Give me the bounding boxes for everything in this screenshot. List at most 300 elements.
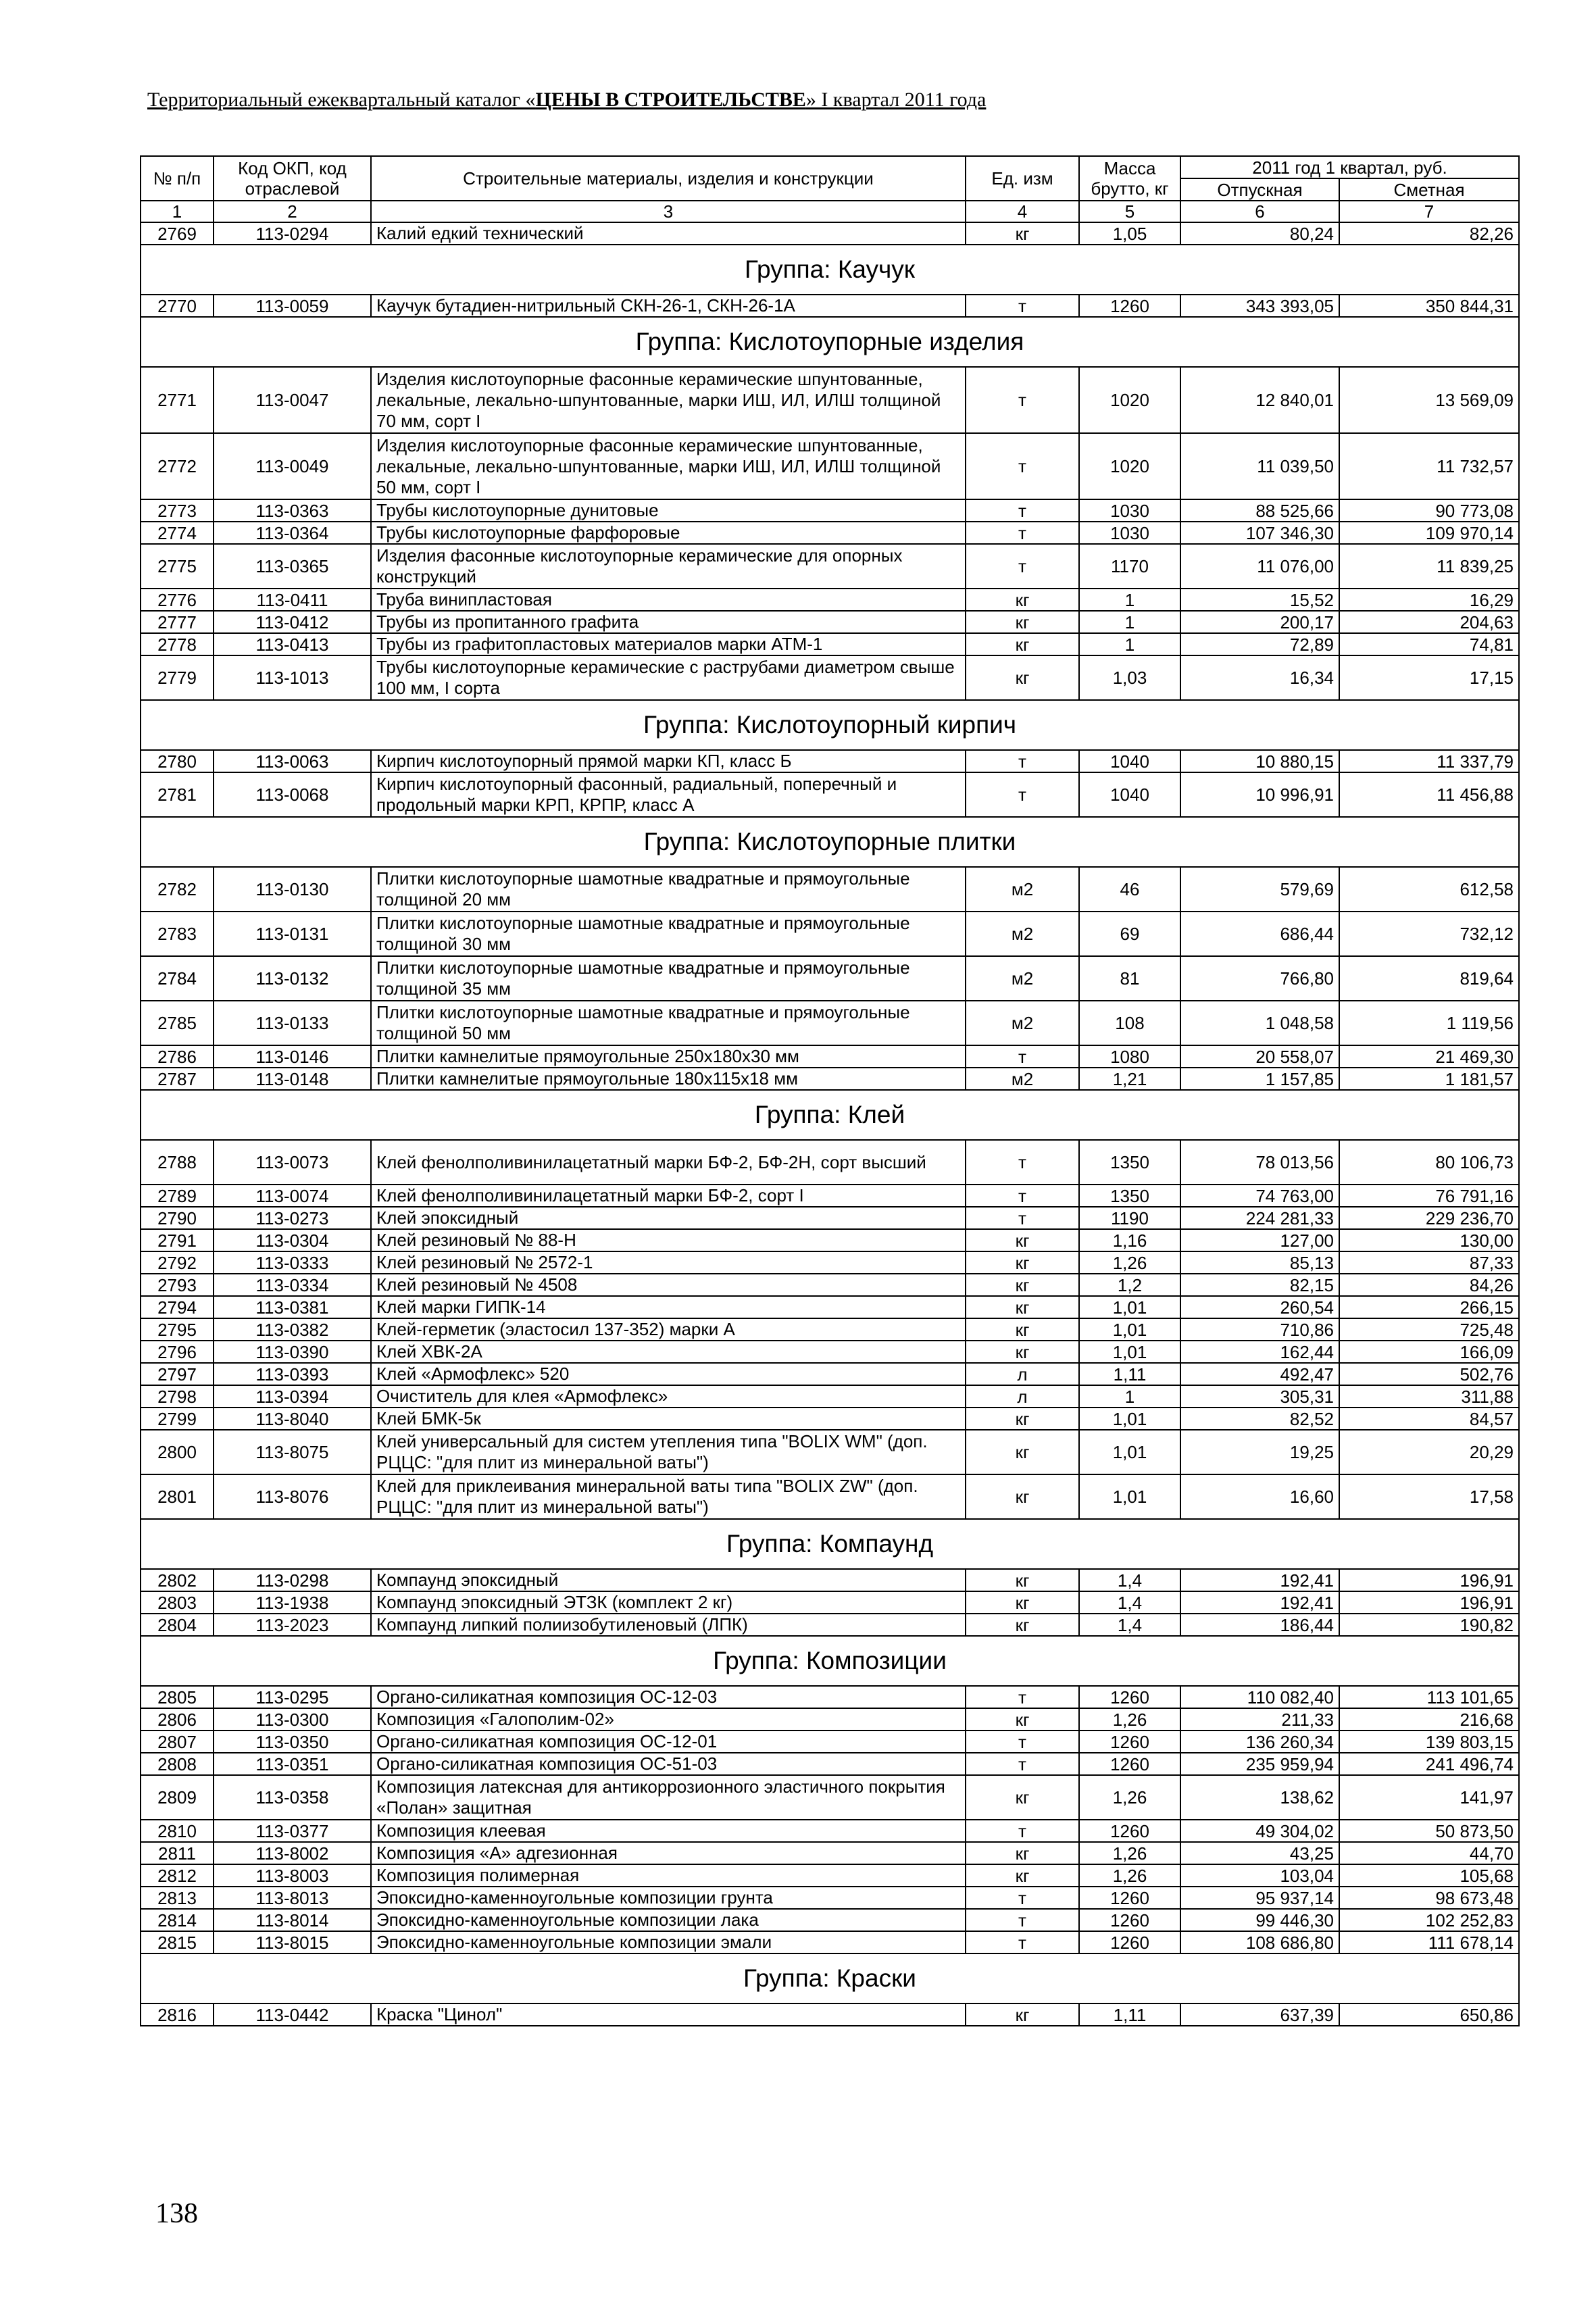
cell-mass: 1 [1079,1385,1180,1408]
cell-unit: кг [966,222,1079,245]
cell-mass: 1,01 [1079,1474,1180,1519]
table-row [141,1474,1519,1519]
cell-unit: т [966,433,1079,499]
header-code: Код ОКП, код отраслевой [214,156,371,201]
cell-mass: 1,26 [1079,1775,1180,1820]
cell-code: 113-0364 [214,522,371,544]
cell-mass: 1,01 [1079,1430,1180,1474]
cell-price-estimate: 266,15 [1339,1296,1519,1318]
cell-mass: 1,03 [1079,655,1180,700]
cell-mass: 1030 [1079,499,1180,522]
header-price-release: Отпускная [1180,178,1339,201]
cell-unit: кг [966,1775,1079,1820]
cell-price-release: 12 840,01 [1180,367,1339,433]
cell-price-estimate: 139 803,15 [1339,1731,1519,1753]
group-title: Группа: Краски [141,1953,1519,2003]
cell-name: Композиция клеевая [371,1820,966,1842]
cell-code: 113-0068 [214,772,371,817]
cell-unit: т [966,367,1079,433]
cell-code: 113-8015 [214,1931,371,1953]
table-row [141,1775,1519,1820]
cell-price-estimate: 229 236,70 [1339,1207,1519,1229]
cell-mass: 1260 [1079,1686,1180,1708]
cell-name: Клей резиновый № 2572-1 [371,1251,966,1274]
cell-unit: т [966,1045,1079,1068]
page-number: 138 [155,2198,198,2229]
table-row [141,750,1519,772]
cell-name: Плитки камнелитые прямоугольные 250х180х30 мм [371,1045,966,1068]
cell-price-release: 637,39 [1180,2003,1339,2026]
cell-unit: кг [966,1341,1079,1363]
cell-name: Органо-силикатная композиция ОС-51-03 [371,1753,966,1775]
table-row [141,1229,1519,1251]
cell-mass: 1020 [1079,433,1180,499]
table-row [141,1614,1519,1636]
table-row [141,1318,1519,1341]
cell-mass: 1260 [1079,1887,1180,1909]
cell-price-estimate: 105,68 [1339,1864,1519,1887]
cell-name: Трубы кислотоупорные фарфоровые [371,522,966,544]
cell-mass: 1,01 [1079,1296,1180,1318]
cell-name: Клей эпоксидный [371,1207,966,1229]
cell-mass: 1,26 [1079,1251,1180,1274]
cell-unit: м2 [966,1001,1079,1045]
cell-code: 113-0350 [214,1731,371,1753]
cell-price-estimate: 166,09 [1339,1341,1519,1363]
cell-number: 2798 [141,1385,214,1408]
cell-price-release: 710,86 [1180,1318,1339,1341]
cell-unit: т [966,1887,1079,1909]
cell-code: 113-1938 [214,1591,371,1614]
header-num: № п/п [141,156,214,201]
cell-name: Калий едкий технический [371,222,966,245]
cell-price-release: 95 937,14 [1180,1887,1339,1909]
cell-price-estimate: 11 456,88 [1339,772,1519,817]
cell-unit: м2 [966,1068,1079,1090]
cell-name: Клей марки ГИПК-14 [371,1296,966,1318]
cell-code: 113-0377 [214,1820,371,1842]
cell-name: Изделия кислотоупорные фасонные керамические шпунтованные, лекальные, лекально-шпунтованные, марки ИШ, ИЛ, ИЛШ толщиной 50 мм, сорт I [371,433,966,499]
cell-name: Изделия кислотоупорные фасонные керамические шпунтованные, лекальные, лекально-шпунтованные, марки ИШ, ИЛ, ИЛШ толщиной 70 мм, сорт I [371,367,966,433]
table-row [141,1185,1519,1207]
cell-number: 2770 [141,295,214,317]
cell-unit: т [966,1207,1079,1229]
table-row [141,1363,1519,1385]
cell-mass: 1260 [1079,1753,1180,1775]
table-row [141,772,1519,817]
cell-price-release: 85,13 [1180,1251,1339,1274]
group-title: Группа: Каучук [141,245,1519,295]
cell-price-estimate: 17,58 [1339,1474,1519,1519]
cell-price-release: 1 157,85 [1180,1068,1339,1090]
table-row [141,367,1519,433]
cell-price-estimate: 17,15 [1339,655,1519,700]
cell-unit: т [966,522,1079,544]
cell-price-release: 10 880,15 [1180,750,1339,772]
cell-name: Кирпич кислотоупорный прямой марки КП, класс Б [371,750,966,772]
cell-unit: т [966,544,1079,589]
cell-number: 2814 [141,1909,214,1931]
cell-price-estimate: 111 678,14 [1339,1931,1519,1953]
cell-price-release: 127,00 [1180,1229,1339,1251]
column-number: 6 [1180,201,1339,222]
cell-price-estimate: 1 181,57 [1339,1068,1519,1090]
table-row [141,1753,1519,1775]
group-title: Группа: Кислотоупорный кирпич [141,700,1519,750]
cell-number: 2802 [141,1569,214,1591]
cell-price-estimate: 82,26 [1339,222,1519,245]
cell-price-estimate: 20,29 [1339,1430,1519,1474]
cell-code: 113-0133 [214,1001,371,1045]
cell-mass: 108 [1079,1001,1180,1045]
cell-name: Клей универсальный для систем утепления типа "BOLIX WM" (доп. РЦЦС: "для плит из минеральной ваты") [371,1430,966,1474]
group-row [141,1953,1519,2003]
cell-code: 113-0059 [214,295,371,317]
cell-price-release: 305,31 [1180,1385,1339,1408]
cell-number: 2790 [141,1207,214,1229]
cell-unit: т [966,1731,1079,1753]
cell-price-release: 99 446,30 [1180,1909,1339,1931]
cell-mass: 1,16 [1079,1229,1180,1251]
cell-name: Клей фенолполивинилацетатный марки БФ-2, БФ-2Н, сорт высший [371,1140,966,1185]
cell-name: Композиция латексная для антикоррозионного эластичного покрытия «Полан» защитная [371,1775,966,1820]
cell-mass: 1260 [1079,1909,1180,1931]
cell-price-release: 15,52 [1180,589,1339,611]
cell-unit: т [966,750,1079,772]
cell-price-release: 82,15 [1180,1274,1339,1296]
cell-price-estimate: 130,00 [1339,1229,1519,1251]
cell-unit: кг [966,1251,1079,1274]
cell-price-release: 235 959,94 [1180,1753,1339,1775]
table-row [141,1591,1519,1614]
cell-price-release: 74 763,00 [1180,1185,1339,1207]
cell-price-estimate: 311,88 [1339,1385,1519,1408]
cell-number: 2777 [141,611,214,633]
cell-unit: кг [966,2003,1079,2026]
table-row [141,1341,1519,1363]
cell-name: Клей резиновый № 4508 [371,1274,966,1296]
cell-mass: 1030 [1079,522,1180,544]
table-row [141,2003,1519,2026]
cell-price-estimate: 732,12 [1339,912,1519,956]
cell-number: 2776 [141,589,214,611]
cell-number: 2799 [141,1408,214,1430]
column-number: 2 [214,201,371,222]
cell-mass: 1040 [1079,750,1180,772]
cell-number: 2805 [141,1686,214,1708]
cell-price-estimate: 241 496,74 [1339,1753,1519,1775]
cell-number: 2787 [141,1068,214,1090]
cell-number: 2782 [141,867,214,912]
cell-code: 113-0381 [214,1296,371,1318]
cell-mass: 69 [1079,912,1180,956]
cell-number: 2806 [141,1708,214,1731]
group-title: Группа: Клей [141,1090,1519,1140]
cell-code: 113-0411 [214,589,371,611]
cell-price-release: 766,80 [1180,956,1339,1001]
cell-unit: кг [966,655,1079,700]
cell-price-estimate: 612,58 [1339,867,1519,912]
cell-mass: 1,4 [1079,1569,1180,1591]
cell-unit: кг [966,1274,1079,1296]
cell-mass: 1,01 [1079,1341,1180,1363]
table-row [141,1909,1519,1931]
cell-price-estimate: 204,63 [1339,611,1519,633]
cell-number: 2794 [141,1296,214,1318]
cell-mass: 1190 [1079,1207,1180,1229]
cell-mass: 1,26 [1079,1708,1180,1731]
cell-code: 113-0413 [214,633,371,655]
cell-name: Плитки кислотоупорные шамотные квадратные и прямоугольные толщиной 30 мм [371,912,966,956]
cell-name: Клей резиновый № 88-Н [371,1229,966,1251]
group-title: Группа: Кислотоупорные изделия [141,317,1519,367]
cell-number: 2793 [141,1274,214,1296]
cell-unit: т [966,772,1079,817]
cell-code: 113-0358 [214,1775,371,1820]
cell-price-estimate: 196,91 [1339,1569,1519,1591]
cell-price-estimate: 44,70 [1339,1842,1519,1864]
cell-price-release: 686,44 [1180,912,1339,956]
cell-price-estimate: 74,81 [1339,633,1519,655]
cell-price-estimate: 502,76 [1339,1363,1519,1385]
cell-name: Эпоксидно-каменноугольные композиции грунта [371,1887,966,1909]
price-table [140,155,1520,2026]
cell-number: 2786 [141,1045,214,1068]
cell-number: 2779 [141,655,214,700]
cell-code: 113-0074 [214,1185,371,1207]
cell-price-release: 107 346,30 [1180,522,1339,544]
cell-code: 113-8002 [214,1842,371,1864]
group-title: Группа: Компаунд [141,1519,1519,1569]
cell-mass: 1,26 [1079,1864,1180,1887]
table-row [141,544,1519,589]
cell-mass: 1350 [1079,1140,1180,1185]
group-row [141,245,1519,295]
group-title: Группа: Композиции [141,1636,1519,1686]
cell-price-release: 211,33 [1180,1708,1339,1731]
group-title: Группа: Кислотоупорные плитки [141,817,1519,867]
cell-price-release: 186,44 [1180,1614,1339,1636]
group-row [141,817,1519,867]
cell-name: Плитки камнелитые прямоугольные 180х115х18 мм [371,1068,966,1090]
cell-price-estimate: 13 569,09 [1339,367,1519,433]
group-row [141,1519,1519,1569]
cell-unit: м2 [966,867,1079,912]
cell-code: 113-0073 [214,1140,371,1185]
table-row [141,1887,1519,1909]
cell-price-release: 82,52 [1180,1408,1339,1430]
cell-price-release: 492,47 [1180,1363,1339,1385]
table-row [141,655,1519,700]
cell-number: 2812 [141,1864,214,1887]
cell-code: 113-2023 [214,1614,371,1636]
cell-number: 2792 [141,1251,214,1274]
cell-price-release: 20 558,07 [1180,1045,1339,1068]
cell-price-release: 192,41 [1180,1591,1339,1614]
cell-price-release: 11 076,00 [1180,544,1339,589]
cell-unit: м2 [966,912,1079,956]
cell-number: 2784 [141,956,214,1001]
cell-mass: 46 [1079,867,1180,912]
cell-name: Клей-герметик (эластосил 137-352) марки А [371,1318,966,1341]
cell-number: 2800 [141,1430,214,1474]
cell-price-estimate: 16,29 [1339,589,1519,611]
cell-price-estimate: 50 873,50 [1339,1820,1519,1842]
cell-price-release: 80,24 [1180,222,1339,245]
cell-name: Клей «Армофлекс» 520 [371,1363,966,1385]
cell-mass: 1,21 [1079,1068,1180,1090]
cell-unit: т [966,1909,1079,1931]
cell-price-release: 1 048,58 [1180,1001,1339,1045]
table-row [141,433,1519,499]
table-header [141,156,1519,222]
table-row [141,1731,1519,1753]
table-row [141,1864,1519,1887]
cell-number: 2775 [141,544,214,589]
cell-unit: т [966,1753,1079,1775]
cell-code: 113-0333 [214,1251,371,1274]
cell-price-estimate: 80 106,73 [1339,1140,1519,1185]
table-row [141,611,1519,633]
cell-number: 2778 [141,633,214,655]
cell-mass: 1 [1079,589,1180,611]
cell-unit: кг [966,1591,1079,1614]
cell-code: 113-1013 [214,655,371,700]
cell-mass: 1080 [1079,1045,1180,1068]
cell-code: 113-0131 [214,912,371,956]
cell-code: 113-0390 [214,1341,371,1363]
table-row [141,1569,1519,1591]
table-row [141,1140,1519,1185]
column-number: 7 [1339,201,1519,222]
table-row [141,1842,1519,1864]
cell-code: 113-8014 [214,1909,371,1931]
cell-mass: 1350 [1079,1185,1180,1207]
table-row [141,222,1519,245]
table-row [141,589,1519,611]
cell-name: Трубы кислотоупорные дунитовые [371,499,966,522]
cell-price-release: 43,25 [1180,1842,1339,1864]
cell-unit: кг [966,1318,1079,1341]
cell-unit: кг [966,1430,1079,1474]
cell-name: Каучук бутадиен-нитрильный СКН-26-1, СКН-26-1А [371,295,966,317]
cell-name: Изделия фасонные кислотоупорные керамические для опорных конструкций [371,544,966,589]
cell-price-estimate: 76 791,16 [1339,1185,1519,1207]
table-row [141,1931,1519,1953]
cell-unit: кг [966,1864,1079,1887]
cell-code: 113-0273 [214,1207,371,1229]
cell-name: Плитки кислотоупорные шамотные квадратные и прямоугольные толщиной 20 мм [371,867,966,912]
cell-price-estimate: 190,82 [1339,1614,1519,1636]
cell-price-release: 108 686,80 [1180,1931,1339,1953]
cell-unit: т [966,1140,1079,1185]
cell-number: 2773 [141,499,214,522]
cell-price-estimate: 216,68 [1339,1708,1519,1731]
cell-code: 113-0130 [214,867,371,912]
cell-unit: л [966,1363,1079,1385]
table-row [141,1430,1519,1474]
cell-price-release: 49 304,02 [1180,1820,1339,1842]
cell-price-estimate: 109 970,14 [1339,522,1519,544]
cell-name: Композиция «А» адгезионная [371,1842,966,1864]
cell-unit: т [966,1686,1079,1708]
cell-mass: 1 [1079,633,1180,655]
cell-unit: т [966,295,1079,317]
cell-number: 2781 [141,772,214,817]
cell-number: 2804 [141,1614,214,1636]
cell-name: Труба винипластовая [371,589,966,611]
table-row [141,1820,1519,1842]
cell-price-estimate: 84,26 [1339,1274,1519,1296]
cell-code: 113-0298 [214,1569,371,1591]
cell-number: 2771 [141,367,214,433]
cell-code: 113-8076 [214,1474,371,1519]
cell-unit: т [966,1931,1079,1953]
cell-unit: л [966,1385,1079,1408]
column-number: 5 [1079,201,1180,222]
cell-price-release: 192,41 [1180,1569,1339,1591]
cell-price-estimate: 11 839,25 [1339,544,1519,589]
cell-code: 113-0394 [214,1385,371,1408]
cell-price-release: 19,25 [1180,1430,1339,1474]
cell-number: 2769 [141,222,214,245]
cell-mass: 1,26 [1079,1842,1180,1864]
cell-unit: кг [966,633,1079,655]
cell-code: 113-0412 [214,611,371,633]
cell-code: 113-0365 [214,544,371,589]
table-row [141,1207,1519,1229]
cell-number: 2783 [141,912,214,956]
cell-price-release: 136 260,34 [1180,1731,1339,1753]
cell-number: 2791 [141,1229,214,1251]
cell-number: 2796 [141,1341,214,1363]
cell-unit: т [966,1185,1079,1207]
cell-name: Трубы из графитопластовых материалов марки АТМ-1 [371,633,966,655]
table-row [141,633,1519,655]
table-row [141,912,1519,956]
cell-number: 2780 [141,750,214,772]
cell-name: Эпоксидно-каменноугольные композиции лака [371,1909,966,1931]
cell-code: 113-0304 [214,1229,371,1251]
cell-price-release: 343 393,05 [1180,295,1339,317]
cell-unit: кг [966,589,1079,611]
cell-price-release: 162,44 [1180,1341,1339,1363]
cell-code: 113-0382 [214,1318,371,1341]
cell-name: Краска "Цинол" [371,2003,966,2026]
group-row [141,700,1519,750]
table-row [141,1385,1519,1408]
cell-price-release: 103,04 [1180,1864,1339,1887]
cell-price-estimate: 196,91 [1339,1591,1519,1614]
cell-code: 113-0148 [214,1068,371,1090]
cell-number: 2772 [141,433,214,499]
table-row [141,295,1519,317]
cell-mass: 1,01 [1079,1408,1180,1430]
cell-mass: 1040 [1079,772,1180,817]
cell-code: 113-0295 [214,1686,371,1708]
cell-name: Композиция «Галополим-02» [371,1708,966,1731]
cell-number: 2803 [141,1591,214,1614]
cell-mass: 1260 [1079,295,1180,317]
cell-price-release: 78 013,56 [1180,1140,1339,1185]
cell-code: 113-0393 [214,1363,371,1385]
cell-price-release: 88 525,66 [1180,499,1339,522]
cell-name: Клей фенолполивинилацетатный марки БФ-2, сорт I [371,1185,966,1207]
cell-name: Композиция полимерная [371,1864,966,1887]
cell-code: 113-0363 [214,499,371,522]
cell-code: 113-0146 [214,1045,371,1068]
cell-mass: 1260 [1079,1820,1180,1842]
